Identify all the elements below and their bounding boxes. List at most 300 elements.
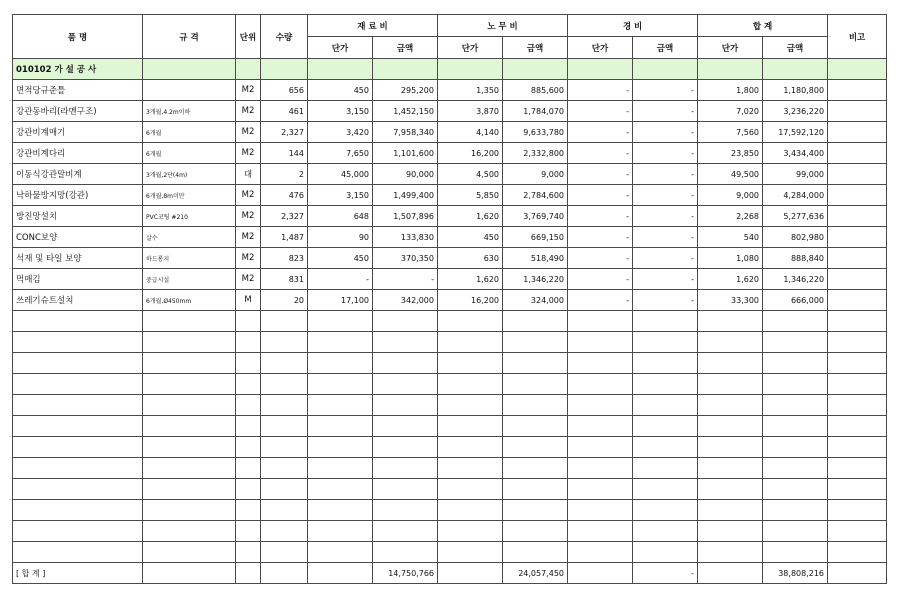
empty-row: [13, 353, 887, 374]
empty-cell: [633, 332, 698, 353]
empty-cell: [13, 458, 143, 479]
empty-cell: [568, 479, 633, 500]
item-note: [828, 164, 887, 185]
empty-cell: [503, 311, 568, 332]
item-name: 먹매김: [13, 269, 143, 290]
labor-unit-price: 1,350: [438, 80, 503, 101]
empty-row: [13, 374, 887, 395]
expense-unit-price: -: [568, 227, 633, 248]
item-name: 강관동바리(라멘구조): [13, 101, 143, 122]
material-amount: 1,101,600: [373, 143, 438, 164]
labor-unit-price: 16,200: [438, 143, 503, 164]
empty-cell: [633, 500, 698, 521]
empty-cell: [13, 479, 143, 500]
empty-cell: [13, 521, 143, 542]
section-cell: [503, 59, 568, 80]
expense-unit-price: -: [568, 143, 633, 164]
empty-cell: [698, 353, 763, 374]
empty-cell: [438, 353, 503, 374]
material-unit-price: 648: [308, 206, 373, 227]
header-expense-amount: 금액: [633, 37, 698, 59]
item-note: [828, 227, 887, 248]
empty-cell: [438, 521, 503, 542]
header-sum-amount: 금액: [763, 37, 828, 59]
sum-amount: 4,284,000: [763, 185, 828, 206]
material-unit-price: 450: [308, 248, 373, 269]
item-note: [828, 248, 887, 269]
section-cell: [373, 59, 438, 80]
item-qty: 461: [261, 101, 308, 122]
empty-cell: [763, 395, 828, 416]
empty-cell: [373, 521, 438, 542]
section-cell: [698, 59, 763, 80]
material-amount: 133,830: [373, 227, 438, 248]
item-name: 이동식강관말비계: [13, 164, 143, 185]
empty-cell: [763, 542, 828, 563]
empty-cell: [308, 500, 373, 521]
empty-cell: [828, 395, 887, 416]
header-row-1: [13, 15, 887, 37]
expense-unit-price: -: [568, 290, 633, 311]
empty-cell: [698, 332, 763, 353]
material-amount: 90,000: [373, 164, 438, 185]
labor-unit-price: 4,500: [438, 164, 503, 185]
empty-cell: [143, 374, 236, 395]
empty-cell: [236, 332, 261, 353]
empty-cell: [236, 521, 261, 542]
empty-cell: [828, 353, 887, 374]
total-labor-amount: 24,057,450: [503, 563, 568, 584]
empty-cell: [438, 458, 503, 479]
empty-cell: [763, 521, 828, 542]
sum-amount: 3,236,220: [763, 101, 828, 122]
sum-unit-price: 9,000: [698, 185, 763, 206]
item-spec: 3개월,4.2m이하: [143, 101, 236, 122]
empty-cell: [763, 479, 828, 500]
empty-cell: [373, 332, 438, 353]
total-cell: [308, 563, 373, 584]
table-body: [13, 59, 887, 563]
empty-cell: [828, 521, 887, 542]
material-amount: 342,000: [373, 290, 438, 311]
expense-amount: -: [633, 248, 698, 269]
empty-row: [13, 542, 887, 563]
empty-cell: [698, 395, 763, 416]
empty-row: [13, 479, 887, 500]
empty-cell: [503, 332, 568, 353]
empty-cell: [143, 311, 236, 332]
empty-cell: [698, 479, 763, 500]
material-amount: 1,452,150: [373, 101, 438, 122]
sum-unit-price: 23,850: [698, 143, 763, 164]
expense-amount: -: [633, 206, 698, 227]
item-qty: 2,327: [261, 122, 308, 143]
empty-cell: [503, 479, 568, 500]
header-labor: 노 무 비: [438, 15, 568, 37]
header-spec: 규 격: [143, 15, 236, 59]
expense-unit-price: -: [568, 269, 633, 290]
item-qty: 1,487: [261, 227, 308, 248]
empty-cell: [438, 311, 503, 332]
estimate-sheet: [12, 14, 887, 584]
empty-cell: [568, 332, 633, 353]
material-amount: 1,499,400: [373, 185, 438, 206]
section-cell: [633, 59, 698, 80]
expense-amount: -: [633, 122, 698, 143]
labor-amount: 9,000: [503, 164, 568, 185]
empty-cell: [503, 500, 568, 521]
sum-unit-price: 1,620: [698, 269, 763, 290]
header-labor-amount: 금액: [503, 37, 568, 59]
item-note: [828, 185, 887, 206]
total-expense-amount: -: [633, 563, 698, 584]
empty-cell: [143, 332, 236, 353]
item-unit: M2: [236, 227, 261, 248]
empty-cell: [13, 353, 143, 374]
empty-cell: [236, 374, 261, 395]
empty-cell: [143, 521, 236, 542]
header-sum-unit-price: 단가: [698, 37, 763, 59]
material-amount: 295,200: [373, 80, 438, 101]
item-name: 방진망설치: [13, 206, 143, 227]
empty-cell: [373, 458, 438, 479]
material-unit-price: 45,000: [308, 164, 373, 185]
material-amount: 370,350: [373, 248, 438, 269]
empty-cell: [828, 311, 887, 332]
empty-cell: [13, 332, 143, 353]
empty-cell: [633, 374, 698, 395]
empty-cell: [373, 395, 438, 416]
item-unit: M2: [236, 80, 261, 101]
empty-cell: [308, 479, 373, 500]
sum-amount: 888,840: [763, 248, 828, 269]
empty-cell: [308, 521, 373, 542]
empty-cell: [828, 416, 887, 437]
table-row: [13, 185, 887, 206]
empty-cell: [763, 311, 828, 332]
empty-row: [13, 500, 887, 521]
sum-amount: 666,000: [763, 290, 828, 311]
sum-unit-price: 7,020: [698, 101, 763, 122]
empty-cell: [698, 374, 763, 395]
section-cell: [236, 59, 261, 80]
empty-cell: [261, 374, 308, 395]
empty-cell: [763, 416, 828, 437]
empty-cell: [261, 542, 308, 563]
empty-cell: [633, 395, 698, 416]
estimate-table: [12, 14, 887, 584]
labor-unit-price: 450: [438, 227, 503, 248]
empty-cell: [143, 437, 236, 458]
empty-cell: [13, 500, 143, 521]
item-spec: [143, 80, 236, 101]
header-expense: 경 비: [568, 15, 698, 37]
empty-cell: [143, 458, 236, 479]
empty-cell: [261, 395, 308, 416]
material-unit-price: 3,150: [308, 101, 373, 122]
empty-cell: [236, 458, 261, 479]
empty-cell: [503, 416, 568, 437]
item-unit: 대: [236, 164, 261, 185]
table-row: [13, 227, 887, 248]
empty-cell: [261, 500, 308, 521]
labor-unit-price: 630: [438, 248, 503, 269]
empty-cell: [503, 542, 568, 563]
empty-cell: [503, 374, 568, 395]
empty-cell: [763, 437, 828, 458]
empty-row: [13, 416, 887, 437]
material-unit-price: 3,420: [308, 122, 373, 143]
item-qty: 823: [261, 248, 308, 269]
header-labor-unit-price: 단가: [438, 37, 503, 59]
empty-cell: [568, 311, 633, 332]
total-row: [13, 563, 887, 584]
table-row: [13, 206, 887, 227]
empty-cell: [143, 500, 236, 521]
empty-cell: [503, 521, 568, 542]
empty-cell: [13, 542, 143, 563]
expense-amount: -: [633, 290, 698, 311]
empty-cell: [828, 374, 887, 395]
empty-cell: [633, 311, 698, 332]
item-note: [828, 122, 887, 143]
item-unit: M2: [236, 143, 261, 164]
empty-cell: [308, 395, 373, 416]
labor-amount: 885,600: [503, 80, 568, 101]
empty-cell: [308, 416, 373, 437]
empty-cell: [438, 374, 503, 395]
item-spec: 하드롱지: [143, 248, 236, 269]
sum-unit-price: 540: [698, 227, 763, 248]
item-qty: 144: [261, 143, 308, 164]
empty-cell: [438, 332, 503, 353]
material-unit-price: 90: [308, 227, 373, 248]
sum-unit-price: 49,500: [698, 164, 763, 185]
material-amount: -: [373, 269, 438, 290]
empty-cell: [438, 542, 503, 563]
empty-cell: [143, 479, 236, 500]
item-spec: PVC코팅 #210: [143, 206, 236, 227]
labor-unit-price: 3,870: [438, 101, 503, 122]
empty-cell: [633, 353, 698, 374]
labor-unit-price: 1,620: [438, 269, 503, 290]
item-note: [828, 101, 887, 122]
table-row: [13, 269, 887, 290]
empty-cell: [143, 353, 236, 374]
expense-unit-price: -: [568, 101, 633, 122]
item-name: 쓰레기슈트설치: [13, 290, 143, 311]
empty-cell: [633, 437, 698, 458]
empty-cell: [438, 479, 503, 500]
labor-unit-price: 5,850: [438, 185, 503, 206]
item-spec: 6개월: [143, 122, 236, 143]
total-cell: [236, 563, 261, 584]
labor-amount: 669,150: [503, 227, 568, 248]
item-qty: 2: [261, 164, 308, 185]
empty-cell: [236, 479, 261, 500]
empty-cell: [438, 437, 503, 458]
labor-amount: 1,346,220: [503, 269, 568, 290]
empty-cell: [143, 542, 236, 563]
item-spec: 6개월,Ø450mm: [143, 290, 236, 311]
section-row: [13, 59, 887, 80]
item-note: [828, 269, 887, 290]
empty-cell: [633, 479, 698, 500]
header-sum: 합 계: [698, 15, 828, 37]
item-qty: 656: [261, 80, 308, 101]
expense-unit-price: -: [568, 248, 633, 269]
empty-cell: [261, 479, 308, 500]
empty-cell: [763, 332, 828, 353]
empty-cell: [13, 374, 143, 395]
table-row: [13, 80, 887, 101]
empty-cell: [438, 395, 503, 416]
empty-cell: [568, 395, 633, 416]
empty-cell: [261, 437, 308, 458]
empty-cell: [568, 521, 633, 542]
item-note: [828, 206, 887, 227]
total-cell: [261, 563, 308, 584]
empty-cell: [568, 353, 633, 374]
empty-cell: [568, 374, 633, 395]
expense-unit-price: -: [568, 80, 633, 101]
empty-cell: [373, 437, 438, 458]
table-row: [13, 290, 887, 311]
expense-unit-price: -: [568, 185, 633, 206]
sum-amount: 1,180,800: [763, 80, 828, 101]
empty-row: [13, 521, 887, 542]
empty-cell: [13, 311, 143, 332]
total-label: [ 합 계 ]: [13, 563, 143, 584]
item-note: [828, 80, 887, 101]
empty-cell: [568, 458, 633, 479]
empty-cell: [503, 458, 568, 479]
empty-cell: [828, 542, 887, 563]
total-material-amount: 14,750,766: [373, 563, 438, 584]
labor-amount: 324,000: [503, 290, 568, 311]
item-spec: 중급시설: [143, 269, 236, 290]
header-unit: 단위: [236, 15, 261, 59]
empty-cell: [236, 416, 261, 437]
empty-cell: [698, 542, 763, 563]
sum-amount: 802,980: [763, 227, 828, 248]
empty-cell: [828, 332, 887, 353]
empty-cell: [828, 458, 887, 479]
item-qty: 2,327: [261, 206, 308, 227]
labor-amount: 518,490: [503, 248, 568, 269]
labor-amount: 2,784,600: [503, 185, 568, 206]
empty-cell: [503, 395, 568, 416]
expense-amount: -: [633, 80, 698, 101]
section-title: 010102 가 설 공 사: [13, 59, 143, 80]
expense-amount: -: [633, 143, 698, 164]
empty-cell: [13, 437, 143, 458]
empty-cell: [373, 374, 438, 395]
empty-cell: [828, 500, 887, 521]
item-note: [828, 290, 887, 311]
expense-amount: -: [633, 227, 698, 248]
empty-cell: [698, 437, 763, 458]
item-spec: 6개월,8m미만: [143, 185, 236, 206]
empty-cell: [633, 521, 698, 542]
section-cell: [308, 59, 373, 80]
empty-cell: [308, 332, 373, 353]
section-cell: [438, 59, 503, 80]
empty-cell: [373, 311, 438, 332]
section-cell: [143, 59, 236, 80]
empty-cell: [698, 521, 763, 542]
sum-amount: 99,000: [763, 164, 828, 185]
empty-cell: [828, 437, 887, 458]
sum-unit-price: 1,800: [698, 80, 763, 101]
item-spec: 6개월: [143, 143, 236, 164]
empty-cell: [633, 542, 698, 563]
expense-amount: -: [633, 185, 698, 206]
empty-cell: [373, 500, 438, 521]
expense-amount: -: [633, 164, 698, 185]
empty-cell: [698, 416, 763, 437]
header-material: 재 료 비: [308, 15, 438, 37]
empty-cell: [308, 374, 373, 395]
empty-cell: [828, 479, 887, 500]
empty-row: [13, 437, 887, 458]
empty-cell: [261, 311, 308, 332]
empty-cell: [236, 437, 261, 458]
material-unit-price: -: [308, 269, 373, 290]
item-qty: 831: [261, 269, 308, 290]
sum-amount: 1,346,220: [763, 269, 828, 290]
section-cell: [763, 59, 828, 80]
header-note: 비고: [828, 15, 887, 59]
empty-cell: [763, 500, 828, 521]
total-cell: [698, 563, 763, 584]
sum-unit-price: 7,560: [698, 122, 763, 143]
material-unit-price: 17,100: [308, 290, 373, 311]
empty-cell: [438, 416, 503, 437]
item-unit: M: [236, 290, 261, 311]
labor-unit-price: 16,200: [438, 290, 503, 311]
section-cell: [261, 59, 308, 80]
header-item: 품 명: [13, 15, 143, 59]
expense-unit-price: -: [568, 206, 633, 227]
empty-cell: [568, 542, 633, 563]
material-amount: 1,507,896: [373, 206, 438, 227]
empty-cell: [13, 416, 143, 437]
empty-cell: [373, 479, 438, 500]
item-note: [828, 143, 887, 164]
empty-cell: [236, 311, 261, 332]
header-expense-unit-price: 단가: [568, 37, 633, 59]
empty-cell: [698, 458, 763, 479]
empty-row: [13, 311, 887, 332]
item-name: 석재 및 타일 보양: [13, 248, 143, 269]
empty-cell: [568, 437, 633, 458]
empty-cell: [308, 542, 373, 563]
total-sum-amount: 38,808,216: [763, 563, 828, 584]
empty-cell: [236, 353, 261, 374]
empty-cell: [633, 458, 698, 479]
material-unit-price: 450: [308, 80, 373, 101]
empty-cell: [143, 416, 236, 437]
empty-cell: [503, 353, 568, 374]
section-cell: [568, 59, 633, 80]
empty-cell: [503, 437, 568, 458]
item-unit: M2: [236, 185, 261, 206]
empty-cell: [143, 395, 236, 416]
item-unit: M2: [236, 101, 261, 122]
sum-amount: 5,277,636: [763, 206, 828, 227]
table-row: [13, 122, 887, 143]
